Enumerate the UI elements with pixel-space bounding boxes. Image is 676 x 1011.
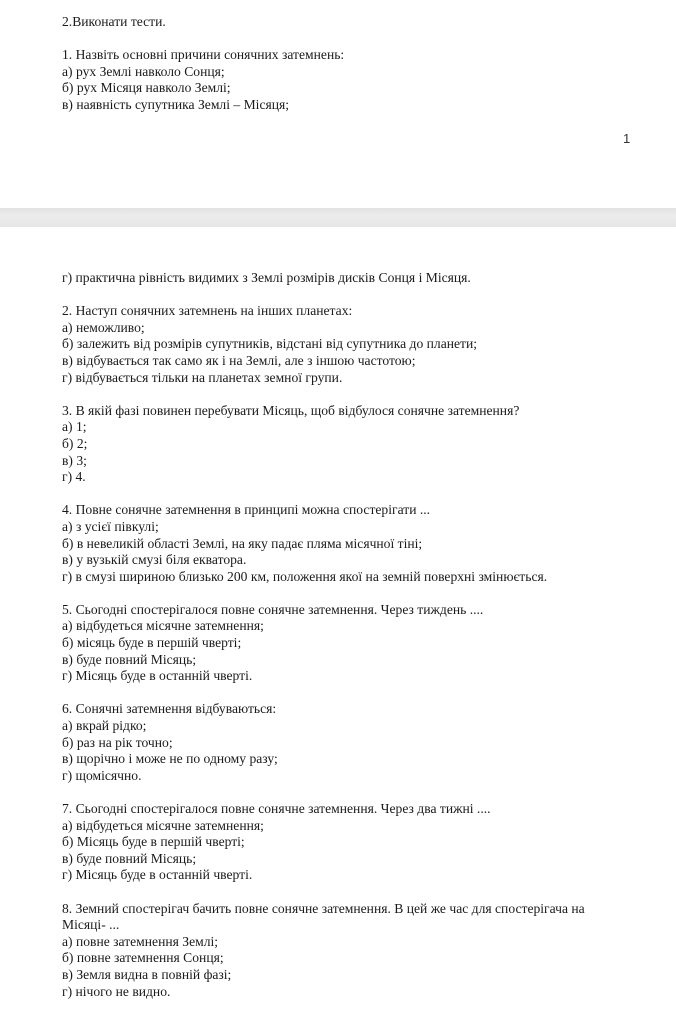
question-5-option-b: б) місяць буде в першій чверті;	[62, 635, 242, 651]
page-number: 1	[623, 131, 631, 146]
question-4-option-d: г) в смузі шириною близько 200 км, положення якої на земній поверхні змінюється.	[62, 568, 548, 584]
question-1-option-c: в) наявність супутника Землі – Місяця;	[62, 96, 290, 112]
question-6-option-c: в) щорічно і може не по одному разу;	[62, 751, 278, 767]
question-5	[62, 602, 636, 685]
question-2	[62, 303, 636, 386]
question-1-option-d: г) практична рівність видимих з Землі розмірів дисків Сонця і Місяця.	[62, 270, 471, 285]
question-5-text: 5. Сьогодні спостерігалося повне сонячне затемнення. Через тиждень ....	[62, 601, 484, 617]
question-2-text: 2. Наступ сонячних затемнень на інших планетах:	[62, 303, 353, 319]
question-6-option-a: а) вкрай рідко;	[62, 718, 147, 734]
question-1-option-a: а) рух Землі навколо Сонця;	[62, 63, 225, 79]
question-8-option-a: а) повне затемнення Землі;	[62, 933, 219, 949]
question-2-option-b: б) залежить від розмірів супутників, відстані від супутника до планети;	[62, 336, 478, 352]
page-1-content	[62, 14, 636, 114]
question-6-option-b: б) раз на рік точно;	[62, 734, 173, 750]
question-1-text: 1. Назвіть основні причини сонячних затемнень:	[62, 47, 345, 63]
question-4-option-c: в) у вузькій смузі біля екватора.	[62, 552, 247, 568]
question-3-text: 3. В якій фазі повинен перебувати Місяць, щоб відбулося сонячне затемнення?	[62, 402, 520, 418]
question-4-option-b: б) в невеликій області Землі, на яку падає пляма місячної тіні;	[62, 535, 423, 551]
question-1	[62, 47, 636, 113]
question-6	[62, 701, 636, 784]
page-2-content	[62, 270, 636, 1000]
question-8-option-c: в) Земля видна в повній фазі;	[62, 966, 232, 982]
question-7-option-c: в) буде повний Місяць;	[62, 850, 197, 866]
question-7-option-d: г) Місяць буде в останній чверті.	[62, 867, 253, 883]
document-page-1	[0, 0, 676, 208]
question-3	[62, 403, 636, 486]
question-1-option-b: б) рух Місяця навколо Землі;	[62, 80, 231, 96]
question-7-text: 7. Сьогодні спостерігалося повне сонячне затемнення. Через два тижні ....	[62, 801, 491, 816]
question-3-option-b: б) 2;	[62, 435, 88, 451]
question-2-option-c: в) відбувається так само як і на Землі, але з іншою частотою;	[62, 352, 416, 368]
question-8-option-b: б) повне затемнення Сонця;	[62, 950, 224, 966]
question-6-option-d: г) щомісячно.	[62, 767, 142, 783]
question-3-option-d: г) 4.	[62, 469, 86, 485]
question-7	[62, 801, 636, 884]
page-separator	[0, 208, 676, 227]
question-7-option-a: а) відбудеться місячне затемнення;	[62, 817, 264, 833]
question-5-option-a: а) відбудеться місячне затемнення;	[62, 618, 264, 634]
question-5-option-c: в) буде повний Місяць;	[62, 651, 197, 667]
question-8	[62, 901, 636, 1001]
question-6-text: 6. Сонячні затемнення відбуваються:	[62, 701, 277, 717]
question-4	[62, 502, 636, 585]
question-4-text: 4. Повне сонячне затемнення в принципі можна спостерігати ...	[62, 502, 431, 518]
question-5-option-d: г) Місяць буде в останній чверті.	[62, 668, 253, 684]
question-2-option-a: а) неможливо;	[62, 319, 145, 335]
question-7-option-b: б) Місяць буде в першій чверті;	[62, 834, 245, 850]
question-8-text-line-2: Місяці- ...	[62, 917, 120, 933]
document-page-2	[0, 227, 676, 1011]
question-4-option-a: а) з усієї півкулі;	[62, 518, 159, 534]
task-heading: 2.Виконати тести.	[62, 14, 166, 29]
question-8-text-line-1: 8. Земний спостерігач бачить повне сонячне затемнення. В цей же час для спостерігача на	[62, 900, 585, 916]
question-3-option-c: в) 3;	[62, 452, 87, 468]
question-2-option-d: г) відбувається тільки на планетах земної групи.	[62, 369, 343, 385]
question-3-option-a: а) 1;	[62, 419, 87, 435]
question-8-option-d: г) нічого не видно.	[62, 983, 171, 999]
